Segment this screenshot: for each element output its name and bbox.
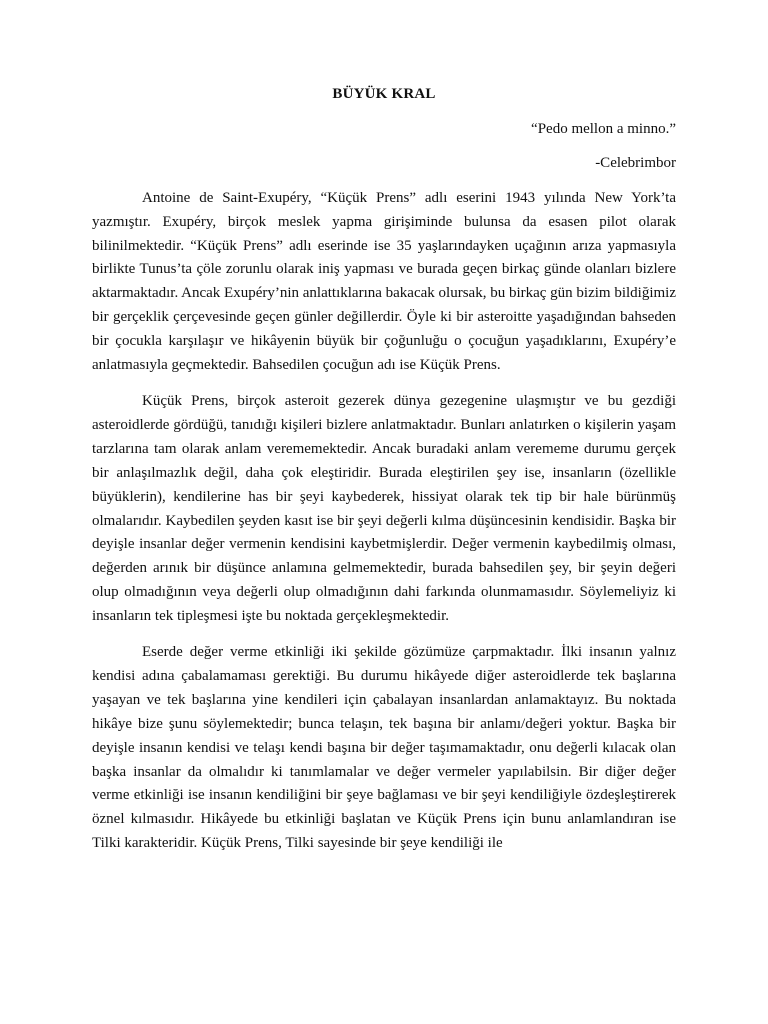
document-title: BÜYÜK KRAL xyxy=(332,86,436,102)
paragraph-1: Antoine de Saint-Exupéry, “Küçük Prens” adlı eserini 1943 yılında New York’ta yazmıştır. Exupéry, birçok meslek yapma girişiminde bulunsa da esasen pilot olarak bilinilmektedir. “Küçük Prens” adlı eserinde ise 35 yaşlarındayken uçağının arıza yapmasıyla birlikte Tunus’ta çöle zorunlu olarak iniş yapması ve burada geçen birkaç günde olanları bizlere aktarmaktadır. Ancak Exupéry’nin anlattıklarına bakacak olursak, bu birkaç gün bizim bildiğimiz bir gerçeklik çerçevesinde geçen günler değillerdir. Öyle ki bir asteroitte yaşadığından bahseden bir çocukla karşılaşır ve hikâyenin büyük bir çoğunluğu o çocuğun yaşadıklarını, Exupéry’e anlatmasıyla geçmektedir. Bahsedilen çocuğun adı ise Küçük Prens. xyxy=(92,189,676,374)
paragraph-2: Küçük Prens, birçok asteroit gezerek dünya gezegenine ulaşmıştır ve bu gezdiği asteroidlerde gördüğü, tanıdığı kişileri bizlere anlatmaktadır. Bunları anlatırken o kişilerin yaşam tarzlarına tam olarak anlam verememektedir. Ancak buradaki anlam verememe durumu gerçek bir anlaşılmazlık değil, daha çok eleştiridir. Burada eleştirilen şey ise, insanların (özellikle büyüklerin), kendilerine has bir şeyi kaybederek, hissiyat olarak tek tip bir hale bürünmüş olmalarıdır. Kaybedilen şeyden kasıt ise bir şeyi değerli kılma düşüncesinin kendisidir. Başka bir deyişle insanlar değer vermenin kendisini kaybetmişlerdir. Değer vermenin kaybedilmiş olması, değerden arınık bir düşünce anlamına gelmemektedir, burada bahsedilen şey, bir şeyin değeri olup olmadığının veya değerli olup olmadığının dahi farkında olunmamasıdır. Söylemeliyiz ki insanların tek tipleşmesi işte bu noktada gerçekleşmektedir. xyxy=(92,392,676,625)
epigraph-quote: “Pedo mellon a minno.” xyxy=(531,120,676,137)
epigraph-author: -Celebrimbor xyxy=(595,154,676,171)
paragraph-3: Eserde değer verme etkinliği iki şekilde gözümüze çarpmaktadır. İlki insanın yalnız kendisi adına çabalamaması gerektiği. Bu durumu hikâyede diğer asteroidlerde tek başlarına yaşayan ve tek başlarına yine kendileri için çabalayan insanlardan anlamaktayız. Bu noktada hikâye bize şunu söylemektedir; bunca telaşın, tek başına bir anlamı/değeri yoktur. Başka bir deyişle insanın kendisi ve telaşı kendi başına bir değer taşımamaktadır, onu değerli kılacak olan başka insanlar da olmalıdır ki tanımlamalar ve değer vermeler yapılabilsin. Bir diğer değer verme etkinliği ise insanın kendiliğini bir şeye bağlaması ve bir şeyi kendiliğiyle özdeşleştirerek öznel kılmasıdır. Hikâyede bu etkinliği başlatan ve Küçük Prens için bunu anlamlandıran ise Tilki karakteridir. Küçük Prens, Tilki sayesinde bir şeye kendiliği ile xyxy=(92,644,676,852)
document-page xyxy=(92,83,676,868)
